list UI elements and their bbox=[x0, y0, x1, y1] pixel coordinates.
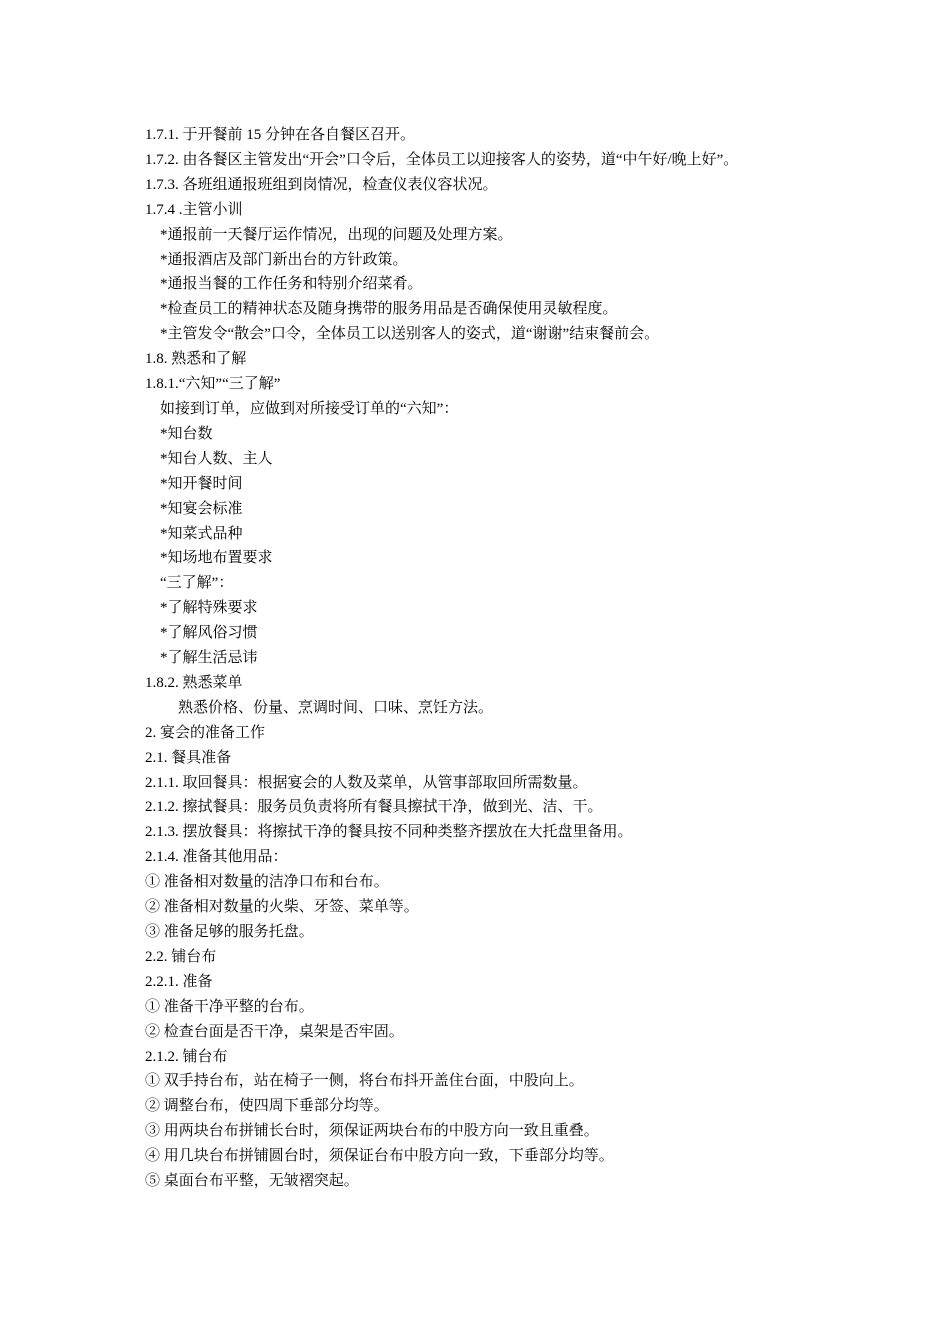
document-page bbox=[145, 123, 815, 1194]
text-line: *知宴会标准 bbox=[160, 500, 243, 517]
text-line: 2.1.4. 准备其他用品： bbox=[145, 849, 288, 866]
text-line: ⑤ 桌面台布平整，无皱褶突起。 bbox=[145, 1173, 359, 1190]
text-line: ② 检查台面是否干净，桌架是否牢固。 bbox=[145, 1023, 404, 1040]
text-line: ② 调整台布，使四周下垂部分均等。 bbox=[145, 1098, 389, 1115]
text-line: 2.1.2. 铺台布 bbox=[145, 1048, 228, 1065]
text-line: *知菜式品种 bbox=[160, 525, 243, 542]
text-line: *知开餐时间 bbox=[160, 475, 243, 492]
text-line: 1.8.2. 熟悉菜单 bbox=[145, 674, 243, 691]
text-line: *通报前一天餐厅运作情况，出现的问题及处理方案。 bbox=[160, 226, 513, 243]
text-line: ② 准备相对数量的火柴、牙签、菜单等。 bbox=[145, 899, 419, 916]
text-line: 2.1. 餐具准备 bbox=[145, 749, 232, 766]
text-line: 1.8. 熟悉和了解 bbox=[145, 351, 247, 368]
text-line: ① 准备干净平整的台布。 bbox=[145, 998, 314, 1015]
text-line: 1.8.1.“六知”“三了解” bbox=[145, 376, 281, 393]
text-line: 2. 宴会的准备工作 bbox=[145, 724, 266, 741]
text-line: *知台数 bbox=[160, 425, 213, 442]
text-line: “三了解”： bbox=[160, 575, 234, 592]
text-line: 如接到订单，应做到对所接受订单的“六知”： bbox=[160, 400, 459, 417]
text-line: *检查员工的精神状态及随身携带的服务用品是否确保使用灵敏程度。 bbox=[160, 301, 618, 318]
text-line: 1.7.1. 于开餐前 15 分钟在各自餐区召开。 bbox=[145, 127, 416, 143]
text-line: *了解风俗习惯 bbox=[160, 625, 258, 642]
text-line: 1.7.2. 由各餐区主管发出“开会”口令后，全体员工以迎接客人的姿势，道“中午好/晚上好”。 bbox=[145, 151, 739, 168]
text-line: 2.2. 铺台布 bbox=[145, 948, 217, 965]
text-line: ③ 用两块台布拼铺长台时，须保证两块台布的中股方向一致且重叠。 bbox=[145, 1123, 599, 1140]
text-line: 1.7.3. 各班组通报班组到岗情况，检查仪表仪容状况。 bbox=[145, 176, 498, 193]
text-line: *了解特殊要求 bbox=[160, 600, 258, 617]
text-line: 熟悉价格、份量、烹调时间、口味、烹饪方法。 bbox=[178, 699, 494, 716]
text-line: *了解生活忌讳 bbox=[160, 650, 258, 667]
text-line: ④ 用几块台布拼铺圆台时，须保证台布中股方向一致，下垂部分均等。 bbox=[145, 1148, 614, 1165]
text-line: *通报酒店及部门新出台的方针政策。 bbox=[160, 251, 408, 268]
text-line: ① 准备相对数量的洁净口布和台布。 bbox=[145, 874, 389, 891]
text-line: *主管发令“散会”口令，全体员工以送别客人的姿式，道“谢谢”结束餐前会。 bbox=[160, 326, 660, 343]
text-line: *通报当餐的工作任务和特别介绍菜肴。 bbox=[160, 276, 423, 293]
text-line: 2.2.1. 准备 bbox=[145, 973, 213, 990]
text-line: ① 双手持台布，站在椅子一侧，将台布抖开盖住台面，中股向上。 bbox=[145, 1073, 584, 1090]
text-line: ③ 准备足够的服务托盘。 bbox=[145, 924, 314, 940]
text-line: 2.1.3. 摆放餐具：将擦拭干净的餐具按不同种类整齐摆放在大托盘里备用。 bbox=[145, 824, 633, 841]
text-line: 2.1.2. 擦拭餐具：服务员负责将所有餐具擦拭干净，做到光、洁、干。 bbox=[145, 799, 603, 816]
text-line: *知场地布置要求 bbox=[160, 550, 273, 567]
text-line: *知台人数、主人 bbox=[160, 450, 273, 467]
text-line: 1.7.4 .主管小训 bbox=[145, 201, 243, 218]
text-line: 2.1.1. 取回餐具：根据宴会的人数及菜单，从管事部取回所需数量。 bbox=[145, 774, 588, 791]
